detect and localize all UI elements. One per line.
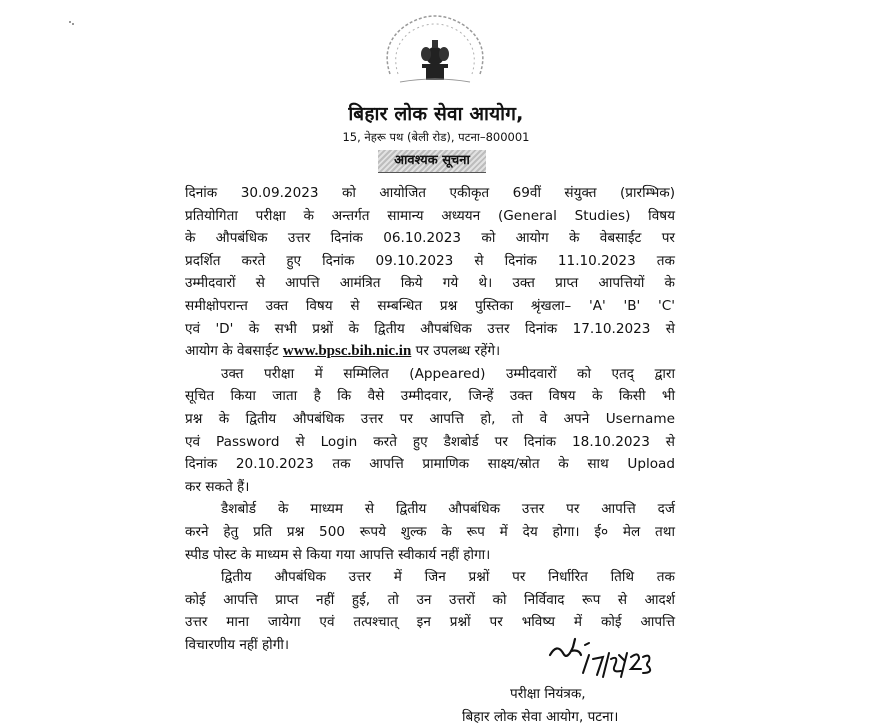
paragraph-line: समीक्षोपरान्त उक्त विषय से सम्बन्धित प्रश्न पुस्तिका श्रृंखला– 'A' 'B' 'C' xyxy=(185,297,675,314)
paragraph-line: उत्तर माना जायेगा एवं तत्पश्चात् इन प्रश्नों पर भविष्य में कोई आपत्ति xyxy=(185,614,675,631)
paragraph-line: एवं Password से Login करते हुए डैशबोर्ड पर दिनांक 18.10.2023 से xyxy=(185,433,675,450)
office-address: 15, नेहरू पथ (बेली रोड), पटना–800001 xyxy=(342,130,530,144)
signatory-office: बिहार लोक सेवा आयोग, पटना। xyxy=(462,709,619,725)
paragraph-line xyxy=(185,340,675,363)
paragraph-line: प्रदर्शित करते हुए दिनांक 09.10.2023 से दिनांक 11.10.2023 तक xyxy=(185,252,675,269)
paragraph-line: दिनांक 30.09.2023 को आयोजित एकीकृत 69वीं संयुक्त (प्रारम्भिक) xyxy=(185,185,675,201)
paragraph-line: कर सकते हैं। xyxy=(185,478,250,495)
paragraph-3 xyxy=(185,498,675,566)
signatory-designation: परीक्षा नियंत्रक, xyxy=(510,686,586,702)
paragraph-line: द्वितीय औपबंधिक उत्तर में जिन प्रश्नों पर निर्धारित तिथि तक xyxy=(221,569,675,586)
paragraph-line: एवं 'D' के सभी प्रश्नों के द्वितीय औपबंधिक उत्तर दिनांक 17.10.2023 से xyxy=(185,320,675,337)
website-prefix: आयोग के वेबसाईट xyxy=(185,343,279,360)
handwritten-signature xyxy=(545,625,660,680)
paragraph-line: सूचित किया जाता है कि वैसे उम्मीदवार, जिन्हें उक्त विषय के किसी भी xyxy=(185,388,675,405)
paragraph-line: प्रश्न के द्वितीय औपबंधिक उत्तर पर आपत्ति हो, तो वे अपने Username xyxy=(185,410,675,427)
website-suffix: पर उपलब्ध रहेंगे। xyxy=(415,343,501,360)
website-link[interactable]: www.bpsc.bih.nic.in xyxy=(282,343,412,360)
paragraph-2 xyxy=(185,363,675,499)
paragraph-line: स्पीड पोस्ट के माध्यम से किया गया आपत्ति स्वीकार्य नहीं होगा। xyxy=(185,546,491,563)
paragraph-line: प्रतियोगिता परीक्षा के अन्तर्गत सामान्य अध्ययन (General Studies) विषय xyxy=(185,207,675,224)
office-title: बिहार लोक सेवा आयोग, xyxy=(348,103,524,125)
paragraph-1 xyxy=(185,182,675,363)
paragraph-line: उक्त परीक्षा में सम्मिलित (Appeared) उम्मीदवारों को एतद् द्वारा xyxy=(221,365,675,382)
paragraph-line: दिनांक 20.10.2023 तक आपत्ति प्रामाणिक साक्ष्य/स्रोत के साथ Upload xyxy=(185,456,675,473)
paragraph-line: कोई आपत्ति प्राप्त नहीं हुई, तो उन उत्तरों को निर्विवाद रूप से आदर्श xyxy=(185,591,675,608)
paragraph-line: करने हेतु प्रति प्रश्न 500 रूपये शुल्क के रूप में देय होगा। ई० मेल तथा xyxy=(185,523,675,540)
paragraph-line: डैशबोर्ड के माध्यम से द्वितीय औपबंधिक उत्तर पर आपत्ति दर्ज xyxy=(221,501,675,518)
notice-body xyxy=(185,182,675,656)
notice-heading: आवश्यक सूचना xyxy=(378,150,486,173)
paragraph-line: के औपबंधिक उत्तर दिनांक 06.10.2023 को आयोग के वेबसाईट पर xyxy=(185,230,675,247)
scan-mark-icon xyxy=(68,12,76,20)
paragraph-line: उम्मीदवारों से आपत्ति आमंत्रित किये गये थे। उक्त प्राप्त आपत्तियों के xyxy=(185,275,675,292)
ashoka-emblem-icon xyxy=(360,4,510,94)
paragraph-line: विचारणीय नहीं होगी। xyxy=(185,636,290,653)
